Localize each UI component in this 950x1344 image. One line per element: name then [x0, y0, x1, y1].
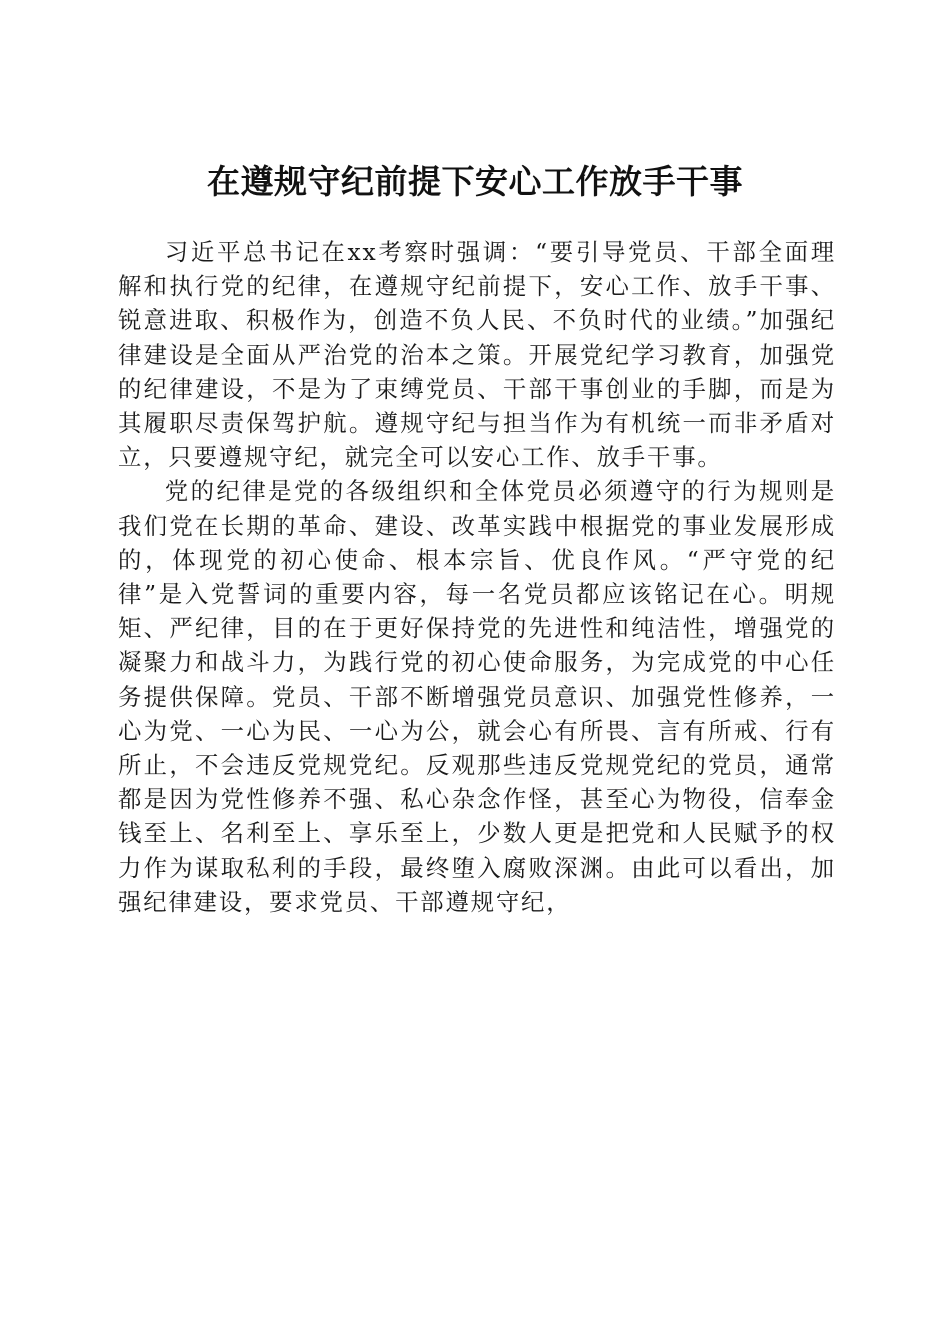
document-body: [118, 235, 836, 919]
document-title: 在遵规守纪前提下安心工作放手干事: [207, 162, 743, 202]
paragraph-2: 党的纪律是党的各级组织和全体党员必须遵守的行为规则是我们党在长期的革命、建设、改革实践中根据党的事业发展形成的，体现党的初心使命、根本宗旨、优良作风。“严守党的纪律”是入党誓词的重要内容，每一名党员都应该铭记在心。明规矩、严纪律，目的在于更好保持党的先进性和纯洁性，增强党的凝聚力和战斗力，为践行党的初心使命服务，为完成党的中心任务提供保障。党员、干部不断增强党员意识、加强党性修养，一心为党、一心为民、一心为公，就会心有所畏、言有所戒、行有所止，不会违反党规党纪。反观那些违反党规党纪的党员，通常都是因为党性修养不强、私心杂念作怪，甚至心为物役，信奉金钱至上、名利至上、享乐至上，少数人更是把党和人民赋予的权力作为谋取私利的手段，最终堕入腐败深渊。由此可以看出，加强纪律建设，要求党员、干部遵规守纪，: [118, 477, 836, 916]
paragraph-1: 习近平总书记在xx考察时强调：“要引导党员、干部全面理解和执行党的纪律，在遵规守纪前提下，安心工作、放手干事、锐意进取、积极作为，创造不负人民、不负时代的业绩。”加强纪律建设是全面从严治党的治本之策。开展党纪学习教育，加强党的纪律建设，不是为了束缚党员、干部干事创业的手脚，而是为其履职尽责保驾护航。遵规守纪与担当作为有机统一而非矛盾对立，只要遵规守纪，就完全可以安心工作、放手干事。: [118, 238, 836, 472]
